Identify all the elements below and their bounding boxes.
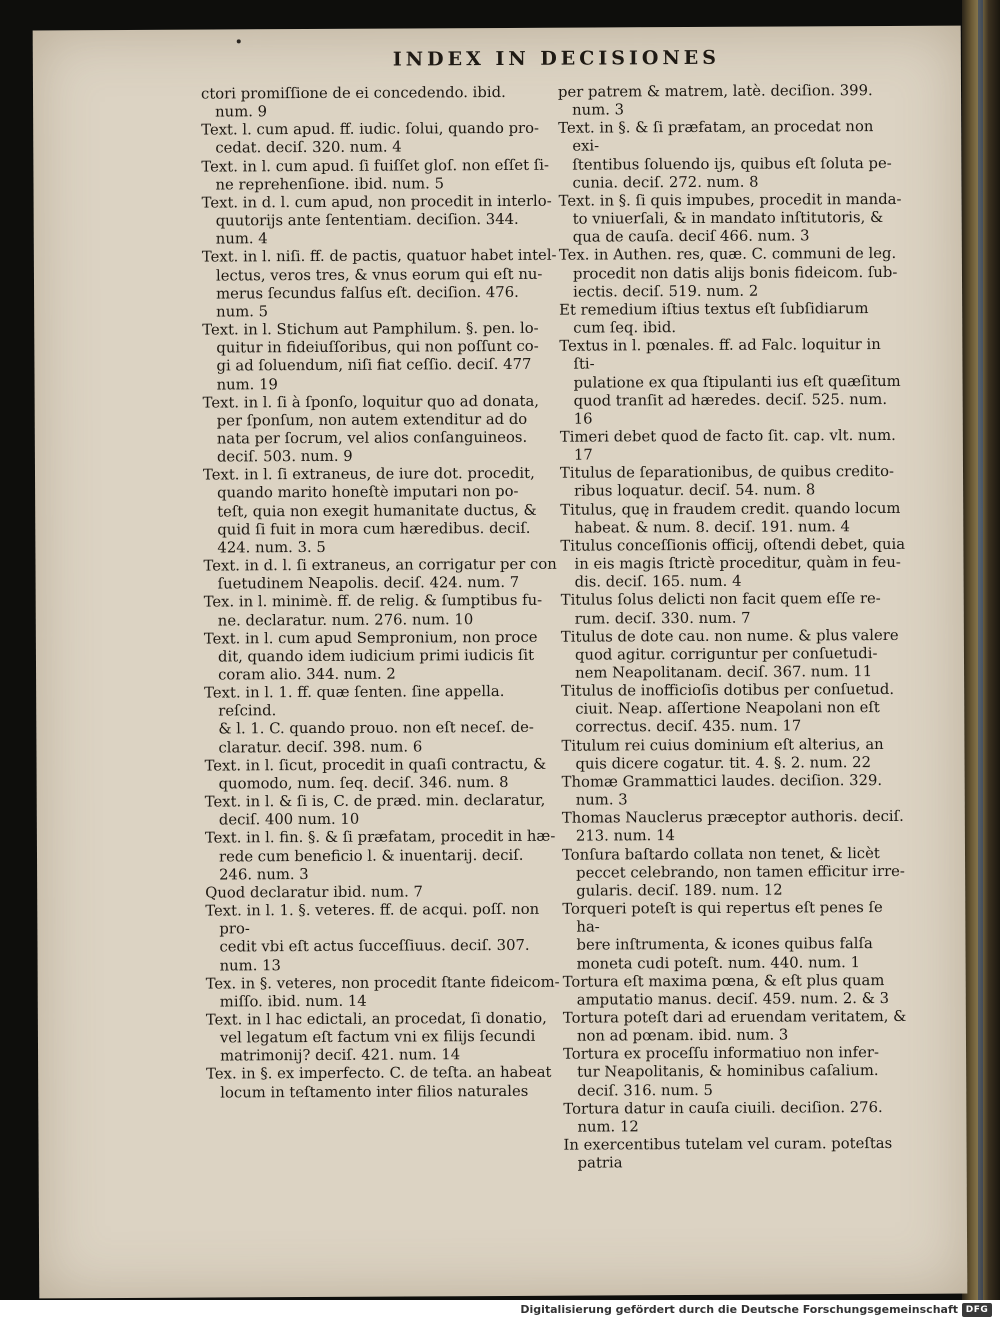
index-entry: Text. in §. ſi quis impubes, procedit in manda- to vniuerſali, & in mandato inſtitutoris, & qua de cauſa. deciſ 466. num. 3 bbox=[558, 190, 902, 246]
index-entry: Text. in l. niſi. ff. de pactis, quatuor habet intel- lectus, veros tres, & vnus eorum qui eſt nu- merus ſecundus falſus eſt. deciſion. 476. num. 5 bbox=[201, 247, 557, 321]
book-edge bbox=[962, 0, 1000, 1300]
page-header: INDEX IN DECISIONES bbox=[392, 46, 721, 71]
index-entry: Tortura datur in cauſa ciuili. deciſion. 276. num. 12 bbox=[563, 1098, 883, 1136]
index-entry: Text. in l. Stichum aut Pamphilum. §. pen. lo- quitur in fideiuſſoribus, qui non poſſunt co- gi ad ſoluendum, niſi fiat ceſſio. deciſ. 477 num. 19 bbox=[202, 319, 539, 393]
index-entry: Titulus de dote cau. non nume. & plus valere quod agitur. corriguntur per conſuetudi- nem Neapolitanam. deciſ. 367. num. 11 bbox=[560, 626, 899, 682]
index-entry: Quod declaratur ibid. num. 7 bbox=[205, 883, 423, 902]
index-entry: Tex. in §. veteres, non procedit ſtante fideicom- miſſo. ibid. num. 14 bbox=[205, 973, 560, 1011]
dfg-logo: DFG bbox=[962, 1303, 992, 1317]
index-entry: Text. in §. & ſi præfatam, an procedat non exi- ſtentibus ſoluendo ijs, quibus eſt ſoluta pe- cunia. deciſ. 272. num. 8 bbox=[558, 118, 892, 192]
index-entry: Thomas Nauclerus præceptor authoris. deciſ. 213. num. 14 bbox=[561, 808, 904, 846]
index-entry: per patrem & matrem, latè. deciſion. 399. num. 3 bbox=[557, 82, 873, 119]
index-entry: Timeri debet quod de facto ſit. cap. vlt. num. 17 bbox=[559, 426, 896, 464]
index-entry: Et remedium iſtius textus eſt ſubſidiarum cum ſeq. ibid. bbox=[559, 299, 869, 337]
index-entry: Titulus conceſſionis officij, oſtendi debet, quia in eis magis ſtrictè proceditur, quàm in feu- dis. deciſ. 165. num. 4 bbox=[560, 535, 906, 591]
document-page bbox=[33, 26, 968, 1299]
index-entry: Text. in l. cum apud Sempronium, non proce dit, quando idem iudicium primi iudicis ſit coram alio. 344. num. 2 bbox=[203, 628, 538, 684]
index-entry: Textus in l. pœnales. ff. ad Falc. loquitur in ſti- pulatione ex qua ſtipulanti ius eſt quæſitum quod tranſit ad hæredes. deciſ. 525. num. 16 bbox=[559, 336, 901, 428]
index-entry: Tortura ex proceſſu informatiuo non infer- tur Neapolitanis, & hominibus caſalium. deciſ. 316. num. 5 bbox=[563, 1044, 880, 1100]
index-entry: Thomæ Grammattici laudes. deciſion. 329. num. 3 bbox=[561, 771, 883, 809]
ink-dot bbox=[237, 39, 241, 43]
index-entry: Text. in l. ſi à ſponſo, loquitur quo ad donata, per ſponſum, non autem extenditur ad do nata per ſocrum, vel alios conſanguineos. deciſ. 503. num. 9 bbox=[202, 392, 540, 466]
index-entry: Titulum rei cuius dominium eſt alterius, an quis dicere cogatur. tit. 4. §. 2. num. 22 bbox=[561, 735, 884, 773]
index-entry: Tex. in Authen. res, quæ. C. communi de leg. procedit non datis alijs bonis fideicom. ſub- iectis. deciſ. 519. num. 2 bbox=[558, 245, 898, 301]
index-entry: Text. in l. 1. ff. quæ ſenten. ſine appella. reſcind. & l. 1. C. quando prouo. non eſt neceſ. de- claratur. deciſ. 398. num. 6 bbox=[204, 683, 534, 757]
index-entry: Text. in l. cum apud. ſi fuiſſet gloſ. non eſſet ſi- ne reprehenſione. ibid. num. 5 bbox=[201, 156, 549, 194]
index-entry: Tortura poteſt dari ad eruendam veritatem, & non ad pœnam. ibid. num. 3 bbox=[562, 1007, 907, 1045]
index-entry: Text. in l. ſi extraneus, de iure dot. procedit, quando marito honeſtè imputari non po- teſt, quia non exegit humanitate ductus, & quid ſi fuit in mora cum hæredibus. deciſ. 424. num. 3. 5 bbox=[202, 465, 537, 557]
index-entry: Tortura eſt maxima pœna, & eſt plus quam amputatio manus. deciſ. 459. num. 2. & 3 bbox=[562, 971, 890, 1009]
index-entry: Tex. in l. minimè. ff. de relig. & ſumptibus fu- ne. declaratur. num. 276. num. 10 bbox=[203, 592, 543, 630]
index-entry: Tonſura baſtardo collata non tenet, & licèt peccet celebrando, non tamen efficitur irre- gularis. deciſ. 189. num. 12 bbox=[561, 844, 905, 900]
index-entry: Text. in d. l. cum apud, non procedit in interlo- quutorijs ante ſententiam. deciſion. 344. num. 4 bbox=[201, 192, 552, 248]
index-entry: Text. in d. l. ſi extraneus, an corrigatur per con ſuetudinem Neapolis. deciſ. 424. num. 7 bbox=[203, 555, 557, 593]
index-entry: Tex. in §. ex imperfecto. C. de teſta. an habeat locum in teſtamento inter filios naturales bbox=[206, 1064, 552, 1102]
index-entry: Text. in l. fin. §. & ſi præfatam, procedit in hæ- rede cum beneficio l. & inuentarij. deciſ. 246. num. 3 bbox=[204, 828, 556, 884]
index-entry: Text. in l. 1. §. veteres. ff. de acqui. poſſ. non pro- cedit vbi eſt actus ſucceſſiuus. deciſ. 307. num. 13 bbox=[205, 900, 540, 974]
index-entry: Titulus de ſeparationibus, de quibus credito- ribus loquatur. deciſ. 54. num. 8 bbox=[559, 463, 895, 501]
index-entry: Text. in l. ſicut, procedit in quaſi contractu, & quomodo, num. ſeq. deciſ. 346. num. 8 bbox=[204, 755, 547, 793]
index-entry: In exercentibus tutelam vel curam. poteſtas patria bbox=[563, 1135, 893, 1172]
right-column bbox=[558, 82, 909, 1173]
index-entry: ctori promiſſione de ei concedendo. ibid. num. 9 bbox=[200, 83, 506, 121]
index-entry: Titulus, quę in fraudem credit. quando locum habeat. & num. 8. deciſ. 191. num. 4 bbox=[560, 499, 901, 537]
index-entry: Titulus de inofficioſis dotibus per conſuetud. ciuit. Neap. aſſertione Neapolani non eſt correctus. deciſ. 435. num. 17 bbox=[561, 681, 895, 737]
index-entry: Titulus ſolus delicti non facit quem eſſe re- rum. deciſ. 330. num. 7 bbox=[560, 590, 881, 628]
footer-bar bbox=[0, 1300, 1000, 1321]
left-column bbox=[201, 84, 561, 1103]
index-entry: Text. in l. & ſi is, C. de præd. min. declaratur, deciſ. 400 num. 10 bbox=[204, 791, 546, 829]
binding-strip bbox=[978, 0, 983, 1300]
index-entry: Torqueri poteſt is qui repertus eſt penes ſe ha- bere inſtrumenta, & icones quibus falſa moneta cudi poteſt. num. 440. num. 1 bbox=[562, 899, 883, 973]
index-entry: Text. in l hac edictali, an procedat, ſi donatio, vel legatum eſt factum vni ex filijs ſecundi matrimonij? deciſ. 421. num. 14 bbox=[205, 1009, 547, 1065]
footer-credit: Digitalisierung gefördert durch die Deutsche Forschungsgemeinschaft bbox=[520, 1303, 958, 1316]
index-entry: Text. l. cum apud. ff. iudic. ſolui, quando pro- cedat. deciſ. 320. num. 4 bbox=[201, 120, 540, 157]
